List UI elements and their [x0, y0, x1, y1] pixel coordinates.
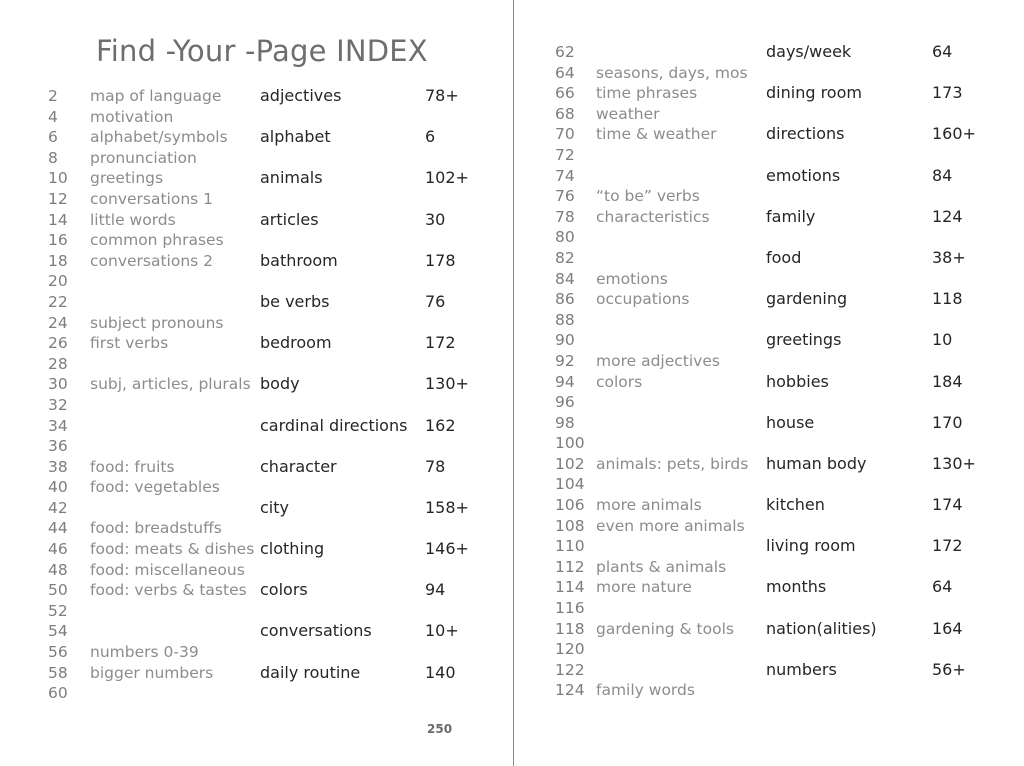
- index-word: living room: [766, 536, 856, 556]
- index-page-ref: 130+: [932, 453, 976, 473]
- index-page-ref: 172: [425, 333, 456, 353]
- left-index-pages-column: [425, 86, 469, 704]
- contents-topic: subj, articles, plurals: [90, 375, 251, 394]
- contents-topic: [90, 395, 254, 416]
- index-page-ref: 6: [425, 127, 436, 147]
- contents-page-number: 74: [555, 166, 575, 185]
- index-page-ref: 130+: [425, 374, 469, 394]
- contents-page-number: 56: [48, 643, 68, 662]
- index-word: human body: [766, 453, 867, 473]
- contents-page-number: 42: [48, 498, 68, 517]
- index-word: bedroom: [260, 333, 332, 353]
- index-word: articles: [260, 209, 319, 229]
- contents-topic: characteristics: [596, 207, 710, 226]
- index-page-ref: 178: [425, 250, 456, 270]
- contents-page-number: 10: [48, 169, 68, 188]
- index-page-ref: 78: [425, 456, 446, 476]
- contents-topic: [90, 498, 254, 519]
- page-number: 250: [427, 722, 453, 736]
- contents-page-number: 76: [555, 187, 575, 206]
- index-word: colors: [260, 580, 308, 600]
- contents-page-number: 54: [48, 622, 68, 641]
- contents-page-number: 112: [555, 557, 585, 576]
- index-word: gardening: [766, 289, 848, 309]
- contents-page-number: 86: [555, 290, 575, 309]
- contents-topic: family words: [596, 681, 695, 700]
- contents-topic: [596, 536, 748, 557]
- contents-topic: alphabet/symbols: [90, 128, 228, 147]
- contents-page-number: 46: [48, 540, 68, 559]
- index-page-ref: 30: [425, 209, 446, 229]
- contents-page-number: 66: [555, 84, 575, 103]
- contents-topic: [596, 598, 748, 619]
- index-word: emotions: [766, 165, 841, 185]
- contents-topic: [596, 413, 748, 434]
- contents-topic: common phrases: [90, 231, 224, 250]
- index-word: body: [260, 374, 300, 394]
- index-word: city: [260, 497, 289, 517]
- index-page-ref: 172: [932, 536, 963, 556]
- contents-page-number: 52: [48, 601, 68, 620]
- contents-topic: [90, 354, 254, 375]
- index-page-ref: 78+: [425, 86, 459, 105]
- contents-topic: food: fruits: [90, 457, 175, 476]
- contents-topic: “to be” verbs: [596, 187, 700, 206]
- index-page-ref: 140: [425, 662, 456, 682]
- contents-page-number: 104: [555, 475, 585, 494]
- contents-topic: [90, 621, 254, 642]
- contents-topic: greetings: [90, 169, 164, 188]
- index-word: numbers: [766, 659, 837, 679]
- index-word: months: [766, 577, 827, 597]
- contents-topic: [596, 145, 748, 166]
- index-page-ref: 10+: [425, 621, 459, 641]
- index-page-ref: 118: [932, 289, 963, 309]
- contents-topic: food: breadstuffs: [90, 519, 222, 538]
- contents-page-number: 44: [48, 519, 68, 538]
- contents-page-number: 98: [555, 413, 575, 432]
- contents-topic: plants & animals: [596, 557, 727, 576]
- contents-topic: colors: [596, 372, 643, 391]
- contents-page-number: 40: [48, 478, 68, 497]
- contents-topic: [90, 292, 254, 313]
- contents-topic: conversations 1: [90, 189, 214, 208]
- contents-topic: time & weather: [596, 125, 717, 144]
- contents-page-number: 58: [48, 663, 68, 682]
- contents-page-number: 106: [555, 496, 585, 515]
- index-page-ref: 164: [932, 618, 963, 638]
- contents-page-number: 92: [555, 351, 575, 370]
- contents-page-number: 20: [48, 272, 68, 291]
- contents-topic: subject pronouns: [90, 313, 224, 332]
- index-word: daily routine: [260, 662, 361, 682]
- contents-topic: [596, 330, 748, 351]
- contents-page-number: 100: [555, 434, 585, 453]
- contents-page-number: 114: [555, 578, 585, 597]
- left-page-numbers-column: [48, 86, 68, 704]
- index-word: animals: [260, 168, 323, 188]
- index-word: house: [766, 412, 815, 432]
- contents-page-number: 8: [48, 148, 58, 167]
- contents-topic: more adjectives: [596, 351, 720, 370]
- index-word: be verbs: [260, 291, 330, 311]
- index-page-ref: 162: [425, 415, 456, 435]
- contents-topic: conversations 2: [90, 251, 214, 270]
- contents-topic: [90, 436, 254, 457]
- contents-page-number: 68: [555, 104, 575, 123]
- index-word: days/week: [766, 42, 852, 61]
- left-topics-column: [90, 86, 254, 704]
- contents-topic: [596, 310, 748, 331]
- contents-page-number: 26: [48, 334, 68, 353]
- contents-topic: weather: [596, 104, 660, 123]
- contents-page-number: 14: [48, 210, 68, 229]
- page-gutter-divider: [513, 0, 514, 766]
- contents-page-number: 48: [48, 560, 68, 579]
- index-page-ref: 173: [932, 83, 963, 103]
- index-page-ref: 76: [425, 291, 446, 311]
- contents-page-number: 118: [555, 619, 585, 638]
- index-page-ref: 94: [425, 580, 446, 600]
- index-page-ref: 146+: [425, 539, 469, 559]
- index-page-ref: 56+: [932, 659, 966, 679]
- contents-page-number: 108: [555, 516, 585, 535]
- contents-page-number: 124: [555, 681, 585, 700]
- contents-topic: seasons, days, mos: [596, 63, 748, 82]
- index-page-ref: 64: [932, 42, 953, 61]
- contents-topic: animals: pets, birds: [596, 454, 749, 473]
- right-page-numbers-column: [555, 42, 585, 701]
- contents-page-number: 116: [555, 599, 585, 618]
- contents-page-number: 110: [555, 537, 585, 556]
- index-page-ref: 158+: [425, 497, 469, 517]
- contents-page-number: 122: [555, 660, 585, 679]
- contents-topic: [90, 683, 254, 704]
- contents-topic: [596, 42, 748, 63]
- contents-topic: [596, 660, 748, 681]
- contents-topic: more animals: [596, 496, 702, 515]
- contents-page-number: 16: [48, 231, 68, 250]
- contents-page-number: 18: [48, 251, 68, 270]
- contents-page-number: 64: [555, 63, 575, 82]
- contents-topic: bigger numbers: [90, 663, 214, 682]
- index-word: food: [766, 247, 802, 267]
- contents-topic: gardening & tools: [596, 619, 734, 638]
- contents-topic: little words: [90, 210, 176, 229]
- contents-page-number: 90: [555, 331, 575, 350]
- contents-page-number: 50: [48, 581, 68, 600]
- contents-page-number: 94: [555, 372, 575, 391]
- index-word: bathroom: [260, 250, 338, 270]
- index-page-ref: 10: [932, 330, 953, 350]
- contents-topic: food: vegetables: [90, 478, 220, 497]
- contents-topic: first verbs: [90, 334, 169, 353]
- left-index-words-column: [260, 86, 407, 704]
- index-page-ref: 170: [932, 412, 963, 432]
- index-page-ref: 174: [932, 495, 963, 515]
- contents-topic: more nature: [596, 578, 692, 597]
- page-title: Find -Your -Page INDEX: [96, 34, 428, 68]
- index-word: clothing: [260, 539, 325, 559]
- contents-page-number: 2: [48, 87, 58, 105]
- contents-page-number: 80: [555, 228, 575, 247]
- contents-page-number: 88: [555, 310, 575, 329]
- index-word: dining room: [766, 83, 862, 103]
- contents-page-number: 70: [555, 125, 575, 144]
- contents-topic: [596, 227, 748, 248]
- right-topics-column: [596, 42, 748, 701]
- right-index-words-column: [766, 42, 877, 701]
- contents-topic: [596, 639, 748, 660]
- contents-topic: [596, 166, 748, 187]
- contents-topic: food: miscellaneous: [90, 560, 245, 579]
- contents-page-number: 32: [48, 395, 68, 414]
- contents-page-number: 62: [555, 43, 575, 61]
- contents-topic: time phrases: [596, 84, 698, 103]
- contents-topic: [596, 392, 748, 413]
- contents-topic: occupations: [596, 290, 690, 309]
- contents-page-number: 24: [48, 313, 68, 332]
- index-page-ref: 184: [932, 371, 963, 391]
- index-word: cardinal directions: [260, 415, 408, 435]
- index-word: adjectives: [260, 86, 342, 105]
- contents-topic: food: meats & dishes: [90, 540, 255, 559]
- contents-page-number: 4: [48, 107, 58, 126]
- index-word: greetings: [766, 330, 842, 350]
- contents-page-number: 36: [48, 437, 68, 456]
- contents-page-number: 22: [48, 292, 68, 311]
- contents-page-number: 72: [555, 145, 575, 164]
- contents-page-number: 102: [555, 454, 585, 473]
- contents-topic: food: verbs & tastes: [90, 581, 247, 600]
- contents-page-number: 120: [555, 640, 585, 659]
- contents-topic: [596, 248, 748, 269]
- contents-topic: pronunciation: [90, 148, 197, 167]
- index-word: directions: [766, 124, 845, 144]
- contents-topic: [596, 474, 748, 495]
- contents-page-number: 82: [555, 248, 575, 267]
- index-page-ref: 124: [932, 206, 963, 226]
- index-word: nation(alities): [766, 618, 877, 638]
- index-page-ref: 160+: [932, 124, 976, 144]
- index-page-ref: 84: [932, 165, 953, 185]
- contents-page-number: 84: [555, 269, 575, 288]
- contents-page-number: 12: [48, 189, 68, 208]
- contents-topic: even more animals: [596, 516, 745, 535]
- index-word: conversations: [260, 621, 372, 641]
- contents-topic: motivation: [90, 107, 174, 126]
- contents-page-number: 28: [48, 354, 68, 373]
- contents-topic: [596, 433, 748, 454]
- contents-topic: numbers 0-39: [90, 643, 199, 662]
- right-index-pages-column: [932, 42, 976, 701]
- contents-page-number: 60: [48, 684, 68, 703]
- contents-topic: [90, 271, 254, 292]
- contents-page-number: 38: [48, 457, 68, 476]
- index-page-ref: 38+: [932, 247, 966, 267]
- index-word: character: [260, 456, 337, 476]
- contents-page-number: 96: [555, 393, 575, 412]
- index-page-ref: 64: [932, 577, 953, 597]
- index-word: kitchen: [766, 495, 825, 515]
- contents-topic: [90, 416, 254, 437]
- index-word: family: [766, 206, 816, 226]
- index-word: hobbies: [766, 371, 829, 391]
- contents-page-number: 34: [48, 416, 68, 435]
- contents-topic: emotions: [596, 269, 668, 288]
- contents-topic: map of language: [90, 87, 222, 105]
- contents-topic: [90, 601, 254, 622]
- contents-page-number: 78: [555, 207, 575, 226]
- contents-page-number: 6: [48, 128, 58, 147]
- index-page-ref: 102+: [425, 168, 469, 188]
- contents-page-number: 30: [48, 375, 68, 394]
- index-word: alphabet: [260, 127, 331, 147]
